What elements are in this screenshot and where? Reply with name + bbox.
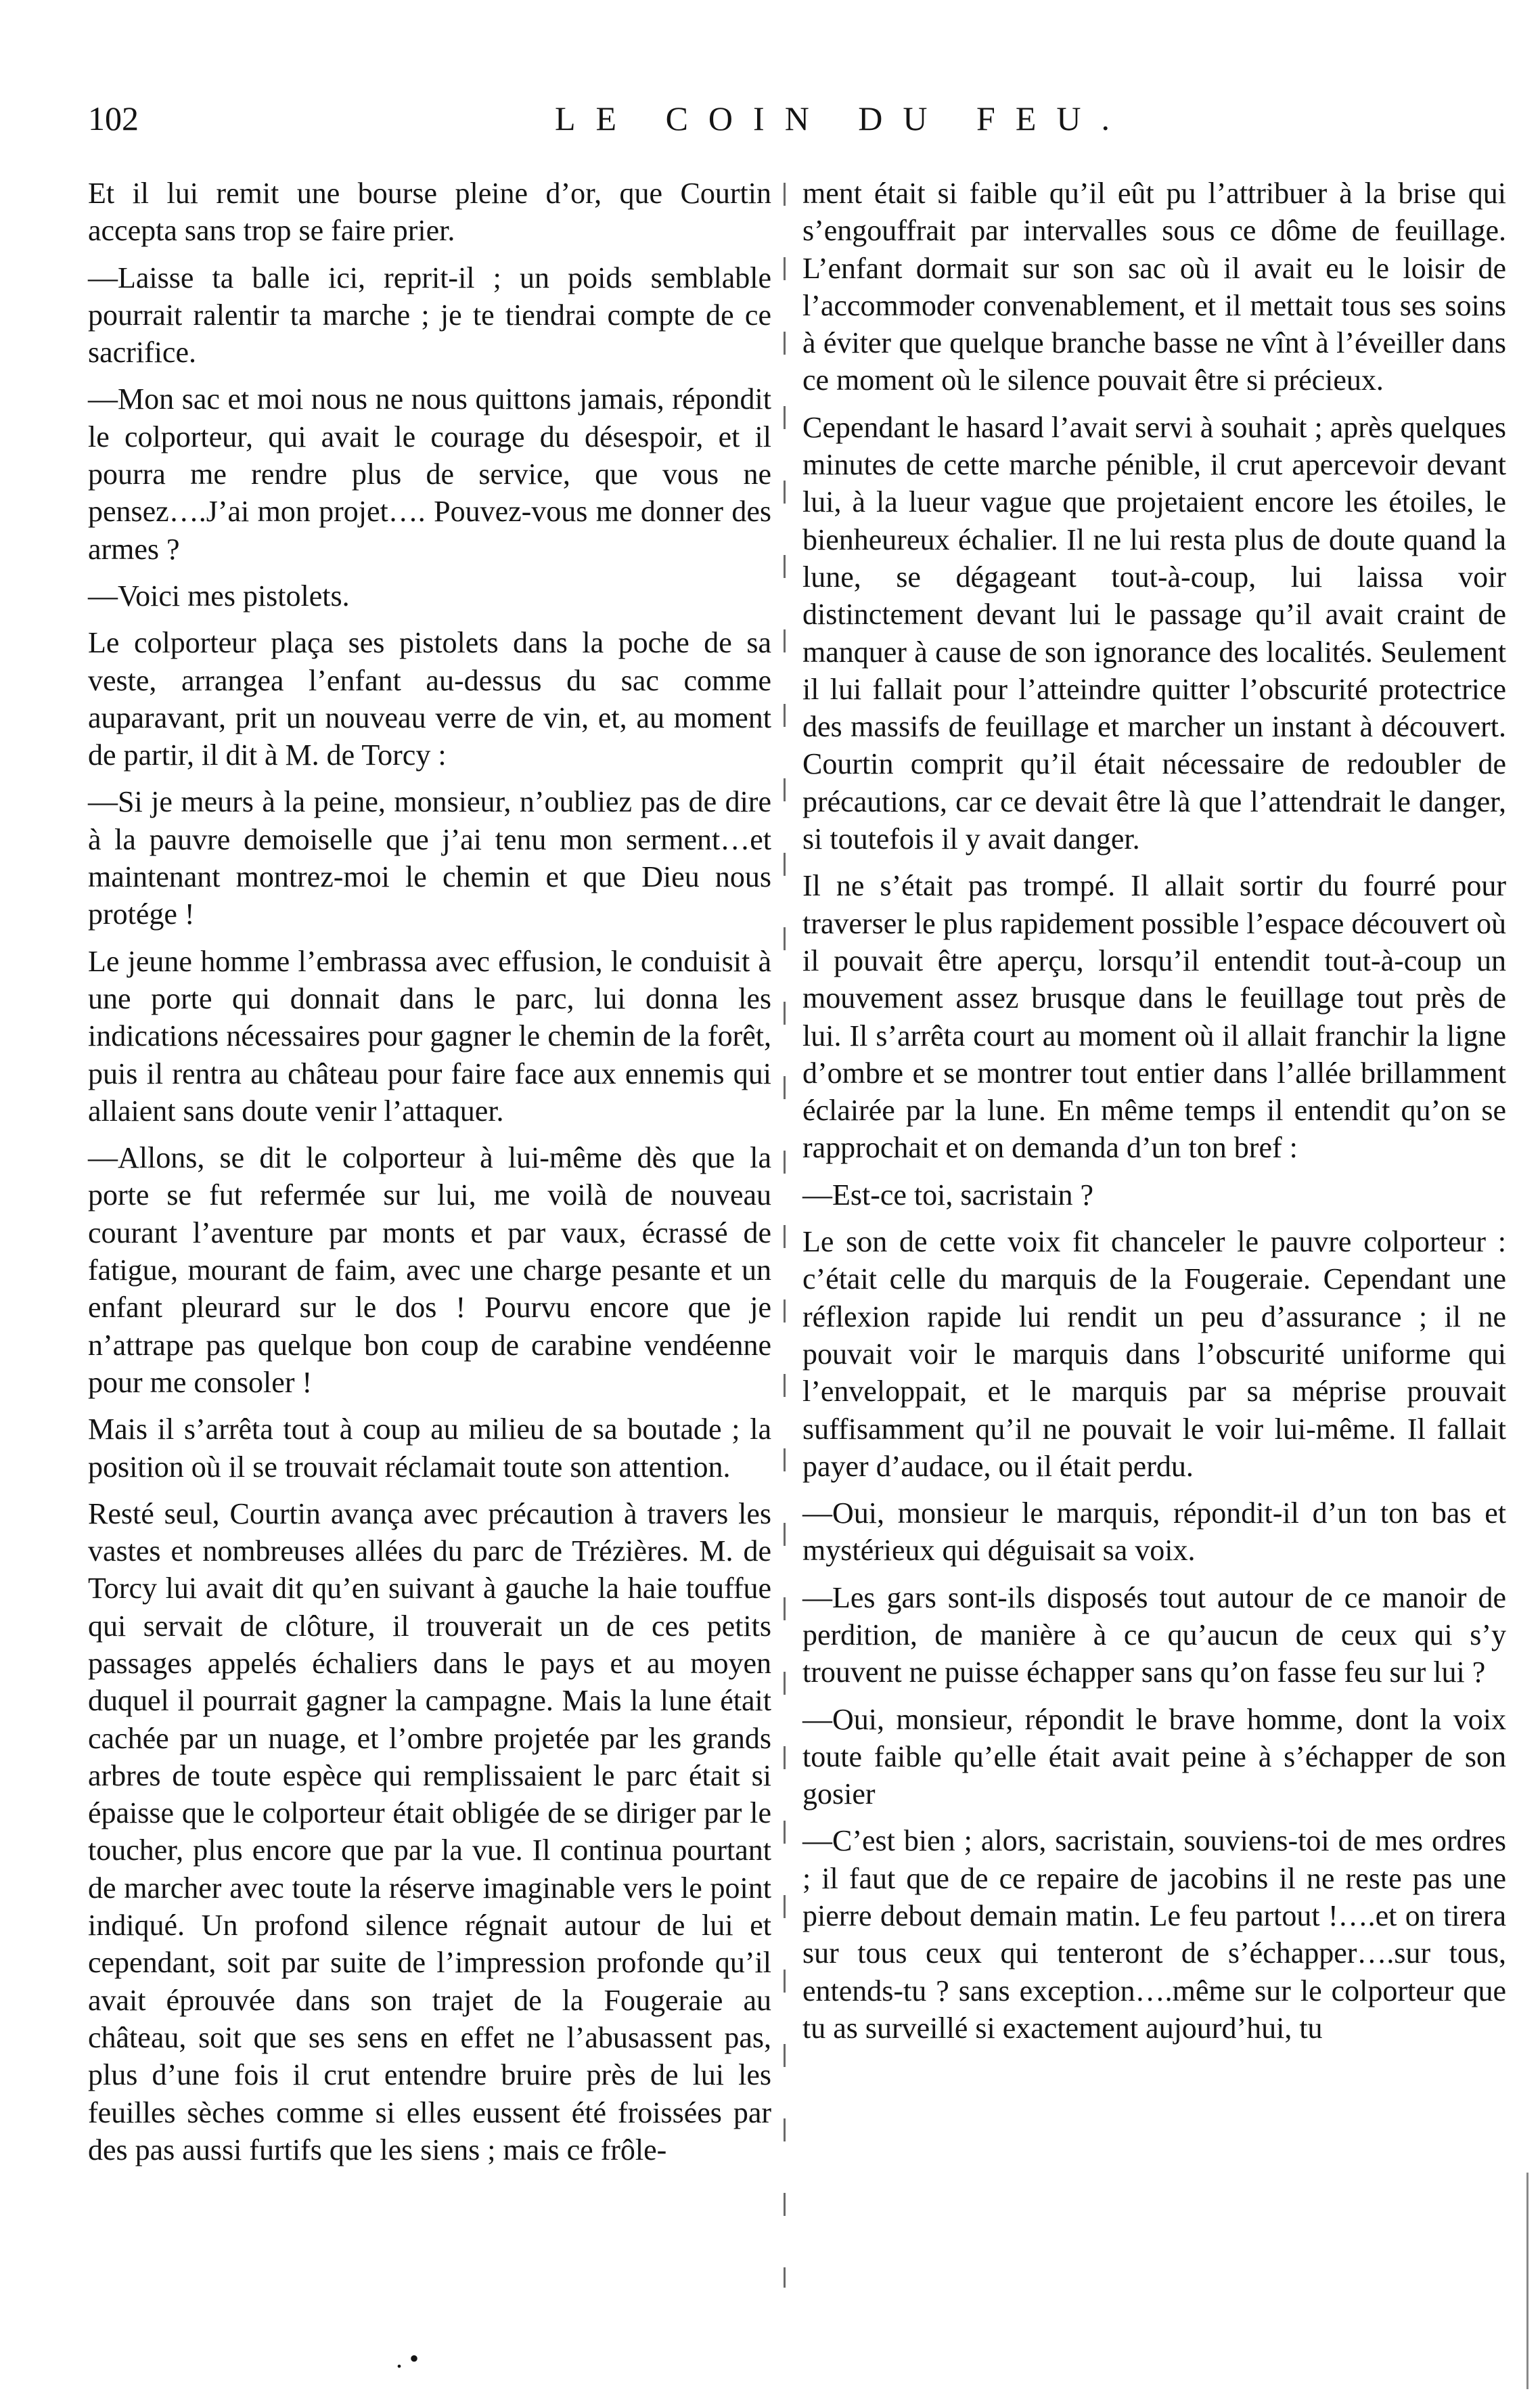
paragraph: —Si je meurs à la peine, monsieur, n’oubliez pas de dire à la pauvre demoiselle que j’ai tenu mon serment…et maintenant montrez-moi le chemin et que Dieu nous protége !	[88, 785, 771, 931]
right-column	[802, 175, 1506, 2056]
paragraph: —Oui, monsieur, répondit le brave homme, dont la voix toute faible qu’elle était avait peine à s’échapper de son gosier	[802, 1702, 1506, 1811]
edge-rule	[1526, 2173, 1528, 2389]
paragraph: —Voici mes pistolets.	[88, 579, 350, 613]
paragraph: Mais il s’arrêta tout à coup au milieu de sa boutade ; la position où il se trouvait réclamait toute son attention.	[88, 1413, 771, 1484]
paragraph: Le colporteur plaça ses pistolets dans la poche de sa veste, arrangea l’enfant au-dessus du sac comme auparavant, prit un nouveau verre de vin, et, au moment de partir, il dit à M. de Torcy :	[88, 626, 771, 772]
left-column	[88, 175, 771, 2178]
paragraph: Et il lui remit une bourse pleine d’or, que Courtin accepta sans trop se faire prier.	[88, 177, 771, 248]
running-title: LE COIN DU FEU.	[555, 99, 1130, 137]
column-divider	[784, 183, 786, 2288]
page-number: 102	[88, 99, 139, 137]
paragraph: Cependant le hasard l’avait servi à souhait ; après quelques minutes de cette marche pénible, il crut apercevoir devant lui, à la lueur vague que projetaient encore les étoiles, le bienheureux échalier. Il ne lui resta plus de doute quand la lune, se dégageant tout-à-coup, lui laissa voir distinctement devant lui le passage qu’il avait craint de manquer à cause de son ignorance des localités. Seulement il lui fallait pour l’atteindre quitter l’obscurité protectrice des massifs de feuillage et marcher un instant à découvert. Courtin comprit qu’il était nécessaire de redoubler de précautions, car ce devait être là que l’attendrait le danger, si toutefois il y avait danger.	[802, 410, 1506, 856]
paragraph: ment était si faible qu’il eût pu l’attribuer à la brise qui s’engouffrait par intervalles sous ce dôme de feuillage. L’enfant dormait sur son sac où il avait eu le loisir de l’accommoder convenablement, et il mettait tous ses soins à éviter que quelque branche basse ne vînt à l’éveiller dans ce moment où le silence pouvait être si précieux.	[802, 177, 1506, 397]
paragraph: —Allons, se dit le colporteur à lui-même dès que la porte se fut refermée sur lui, me voilà de nouveau courant l’aventure par monts et par vaux, écrassé de fatigue, mourant de faim, avec une charge pesante et un enfant pleurard sur le dos ! Pourvu encore que je n’attrape pas quelque bon coup de carabine vendéenne pour me consoler !	[88, 1141, 771, 1399]
paragraph: —Oui, monsieur le marquis, répondit-il d’un ton bas et mystérieux qui déguisait sa voix.	[802, 1496, 1506, 1568]
paragraph: —Les gars sont-ils disposés tout autour de ce manoir de perdition, de manière à ce qu’aucun de ceux qui s’y trouvent ne puisse échapper sans qu’on fasse feu sur lui ?	[802, 1580, 1506, 1689]
paragraph: —Est-ce toi, sacristain ?	[802, 1178, 1094, 1212]
paragraph: Il ne s’était pas trompé. Il allait sortir du fourré pour traverser le plus rapidement possible l’espace découvert où il pouvait être aperçu, lorsqu’il entendit tout-à-coup un mouvement assez brusque dans le feuillage tout près de lui. Il s’arrêta court au moment où il allait franchir la ligne d’ombre et se montrer tout entier dans l’allée brillamment éclairée par la lune. En même temps il entendit qu’on se rapprochait et on demanda d’un ton bref :	[802, 869, 1506, 1165]
paragraph: —C’est bien ; alors, sacristain, souviens-toi de mes ordres ; il faut que de ce repaire de jacobins il ne reste pas une pierre debout demain matin. Le feu partout !….et on tirera sur tous ceux qui tenteront de s’échapper….sur tous, entends-tu ? sans exception….même sur le colporteur que tu as surveillé si exactement aujourd’hui, tu	[802, 1824, 1506, 2045]
paragraph: Le jeune homme l’embrassa avec effusion, le conduisit à une porte qui donnait dans le parc, lui donna les indications nécessaires pour gagner le chemin de la forêt, puis il rentra au château pour faire face aux ennemis qui allaient sans doute venir l’attaquer.	[88, 944, 771, 1128]
paragraph: —Laisse ta balle ici, reprit-il ; un poids semblable pourrait ralentir ta marche ; je te tiendrai compte de ce sacrifice.	[88, 261, 771, 370]
footer-mark: . •	[396, 2343, 420, 2374]
paragraph: Le son de cette voix fit chanceler le pauvre colporteur : c’était celle du marquis de la Fougeraie. Cependant une réflexion rapide lui rendit un peu d’assurance ; il ne pouvait voir le marquis dans l’obscurité uniforme qui l’enveloppait, et le marquis par sa méprise prouvait suffisamment qu’il ne pouvait le voir lui-même. Il fallait payer d’audace, ou il était perdu.	[802, 1225, 1506, 1483]
paragraph: —Mon sac et moi nous ne nous quittons jamais, répondit le colporteur, qui avait le courage du désespoir, et il pourra me rendre plus de service, que vous ne pensez….J’ai mon projet…. Pouvez-vous me donner des armes ?	[88, 382, 771, 566]
paragraph: Resté seul, Courtin avança avec précaution à travers les vastes et nombreuses allées du parc de Trézières. M. de Torcy lui avait dit qu’en suivant à gauche la haie touffue qui servait de clôture, il trouverait un de ces petits passages appelés échaliers dans le pays et au moyen duquel il pourrait gagner la campagne. Mais la lune était cachée par un nuage, et l’ombre projetée par les grands arbres de toute espèce qui remplissaient le parc était si épaisse que le colporteur était obligée de se diriger par le toucher, plus encore que par la vue. Il continua pourtant de marcher avec toute la réserve imaginable vers le point indiqué. Un profond silence régnait autour de lui et cependant, soit par suite de l’impression profonde qu’il avait éprouvée dans son trajet de la Fougeraie au château, soit que ses sens en effet ne l’abusassent pas, plus d’une fois il crut entendre bruire près de lui les feuilles sèches comme si elles eussent été froissées par des pas aussi furtifs que les siens ; mais ce frôle-	[88, 1496, 771, 2166]
